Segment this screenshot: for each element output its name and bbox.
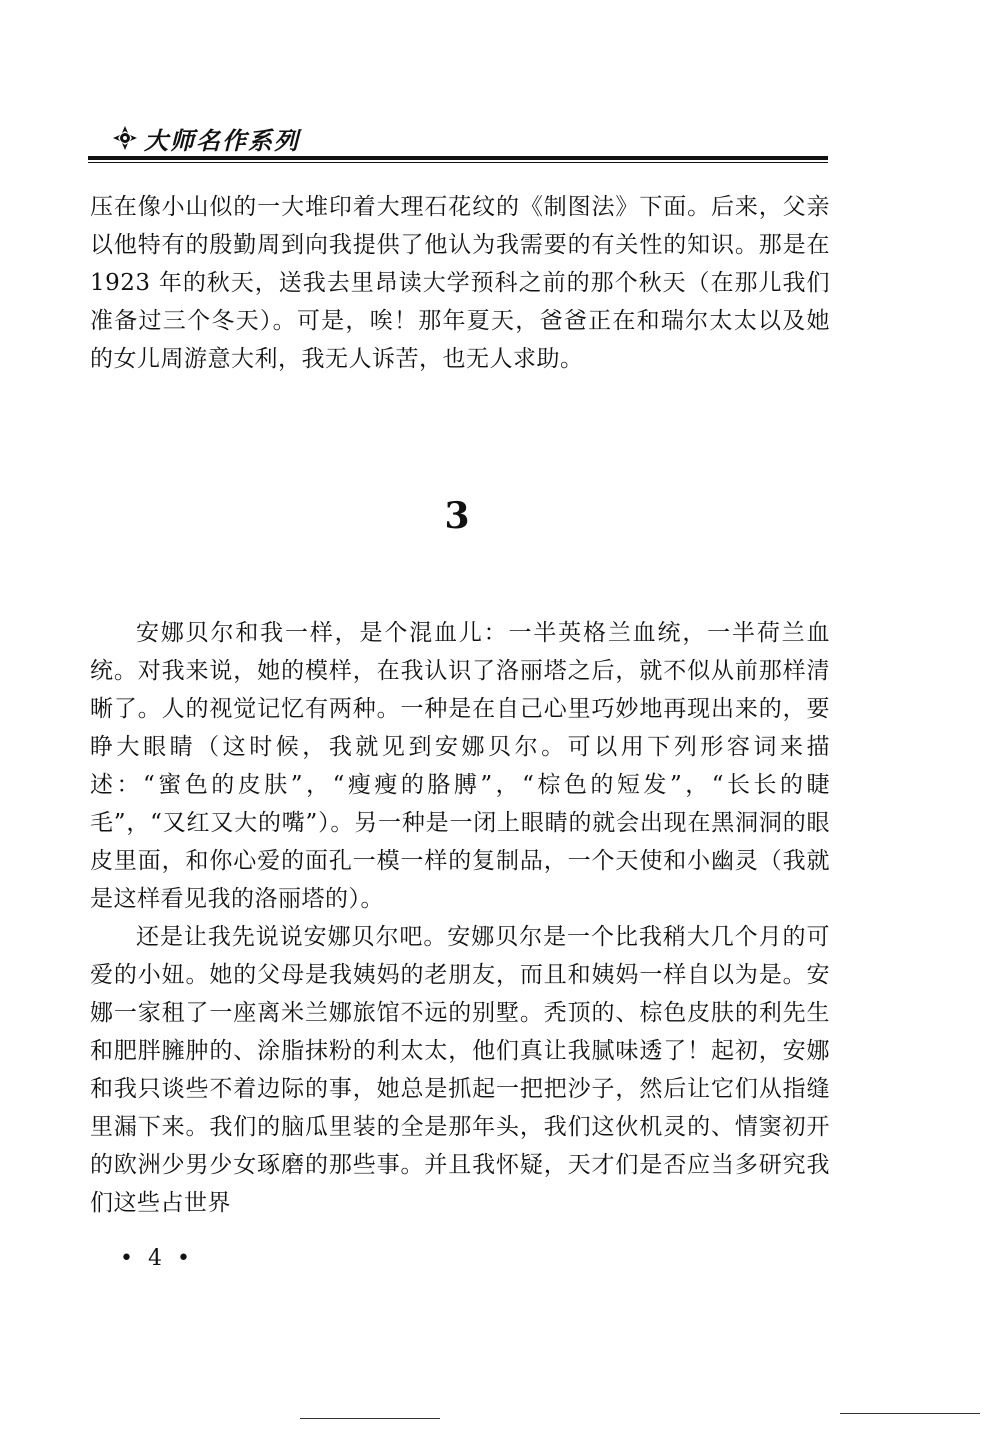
scan-artifact-line [840,1413,980,1414]
scan-artifact-line [300,1418,440,1419]
chapter-number: 3 [444,495,470,537]
series-title: 大师名作系列 [144,126,300,155]
continued-paragraph-block [90,188,830,378]
header-rule-thin [88,162,828,163]
page-number: • 4 • [120,1246,194,1271]
running-header [112,118,300,158]
paragraph: 还是让我先说说安娜贝尔吧。安娜贝尔是一个比我稍大几个月的可爱的小妞。她的父母是我姨妈的老朋友，而且和姨妈一样自以为是。安娜一家租了一座离米兰娜旅馆不远的别墅。秃顶的、棕色皮肤的利先生和肥胖臃肿的、涂脂抹粉的利太太，他们真让我腻味透了！起初，安娜和我只谈些不着边际的事，她总是抓起一把把沙子，然后让它们从指缝里漏下来。我们的脑瓜里装的全是那年头，我们这伙机灵的、情窦初开的欧洲少男少女琢磨的那些事。并且我怀疑，天才们是否应当多研究我们这些占世界 [90,924,830,1216]
paragraph: 安娜贝尔和我一样，是个混血儿：一半英格兰血统，一半荷兰血统。对我来说，她的模样，在我认识了洛丽塔之后，就不似从前那样清晰了。人的视觉记忆有两种。一种是在自己心里巧妙地再现出来的，要睁大眼睛（这时候，我就见到安娜贝尔。可以用下列形容词来描述：“蜜色的皮肤”，“瘦瘦的胳膊”，“棕色的短发”，“长长的睫毛”，“又红又大的嘴”）。另一种是一闭上眼睛的就会出现在黑洞洞的眼皮里面，和你心爱的面孔一模一样的复制品，一个天使和小幽灵（我就是这样看见我的洛丽塔的）。 [90,620,830,912]
header-rule [88,156,828,160]
ornament-icon [112,125,138,151]
paragraph: 压在像小山似的一大堆印着大理石花纹的《制图法》下面。后来，父亲以他特有的殷勤周到向我提供了他认为我需要的有关性的知识。那是在 1923 年的秋天，送我去里昂读大学预科之前的那个秋天（在那儿我们准备过三个冬天）。可是，唉！那年夏天，爸爸正在和瑞尔太太以及她的女儿周游意大利，我无人诉苦，也无人求助。 [90,194,830,372]
chapter-body [90,614,830,1222]
